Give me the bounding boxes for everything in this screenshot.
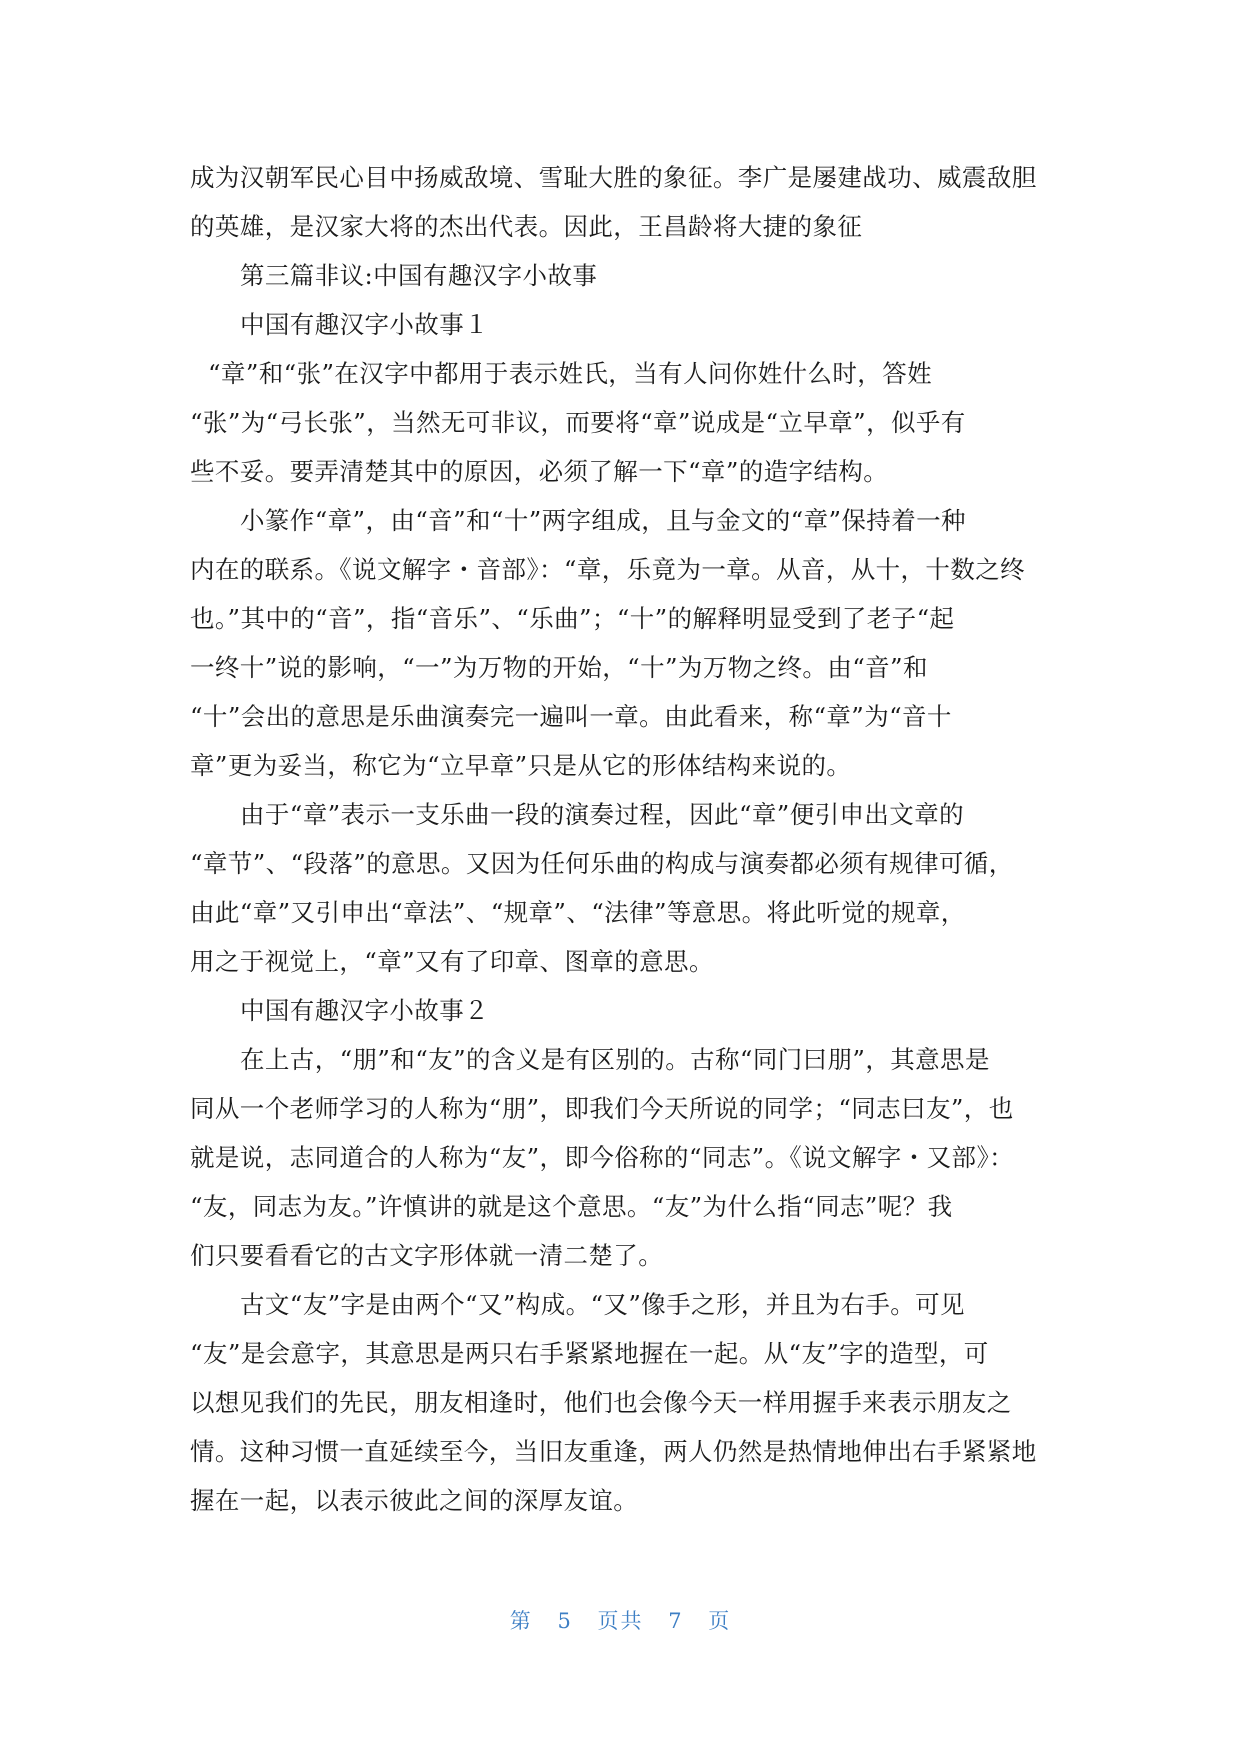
text-line: 也。”其中的“音”，指“音乐”、“乐曲”；“十”的解释明显受到了老子“起 <box>190 604 955 633</box>
text-line: “章”和“张”在汉字中都用于表示姓氏，当有人问你姓什么时，答姓 <box>208 359 932 388</box>
footer-middle: 页共 <box>597 1609 644 1633</box>
text-line: 第三篇非议:中国有趣汉字小故事 <box>240 261 598 290</box>
text-line: “章节”、“段落”的意思。又因为任何乐曲的构成与演奏都必须有规律可循， <box>190 849 1014 878</box>
text-line: 同从一个老师学习的人称为“朋”，即我们今天所说的同学；“同志曰友”，也 <box>190 1094 1014 1123</box>
text-line: 用之于视觉上，“章”又有了印章、图章的意思。 <box>190 947 714 976</box>
text-line: 一终十”说的影响，“一”为万物的开始，“十”为万物之终。由“音”和 <box>190 653 928 682</box>
text-line: “友，同志为友。”许慎讲的就是这个意思。“友”为什么指“同志”呢？我 <box>190 1192 953 1221</box>
text-line: 就是说，志同道合的人称为“友”，即今俗称的“同志”。《说文解字・又部》： <box>190 1143 1014 1172</box>
text-line: 中国有趣汉字小故事２ <box>240 996 489 1025</box>
text-line: 内在的联系。《说文解字・音部》：“章，乐竟为一章。从音，从十，十数之终 <box>190 555 1026 584</box>
text-line: 的英雄，是汉家大将的杰出代表。因此，王昌龄将大捷的象征 <box>190 212 863 241</box>
text-line: 由此“章”又引申出“章法”、“规章”、“法律”等意思。将此听觉的规章， <box>190 898 966 927</box>
footer-suffix: 页 <box>708 1609 732 1633</box>
footer-total-pages: 7 <box>668 1609 684 1633</box>
footer-current-page: 5 <box>557 1609 573 1633</box>
text-line: 以想见我们的先民，朋友相逢时，他们也会像今天一样用握手来表示朋友之 <box>190 1388 1012 1417</box>
text-line: 成为汉朝军民心目中扬威敌境、雪耻大胜的象征。李广是屡建战功、威震敌胆 <box>190 163 1037 192</box>
text-line: 由于“章”表示一支乐曲一段的演奏过程，因此“章”便引申出文章的 <box>240 800 964 829</box>
text-line: “友”是会意字，其意思是两只右手紧紧地握在一起。从“友”字的造型，可 <box>190 1339 989 1368</box>
text-line: 情。这种习惯一直延续至今，当旧友重逢，两人仍然是热情地伸出右手紧紧地 <box>190 1437 1037 1466</box>
text-line: 章”更为妥当，称它为“立早章”只是从它的形体结构来说的。 <box>190 751 852 780</box>
text-line: 古文“友”字是由两个“又”构成。“又”像手之形，并且为右手。可见 <box>240 1290 965 1319</box>
text-line: 们只要看看它的古文字形体就一清二楚了。 <box>190 1241 664 1270</box>
text-line: 在上古，“朋”和“友”的含义是有区别的。古称“同门曰朋”，其意思是 <box>240 1045 990 1074</box>
page-footer <box>0 1605 1241 1635</box>
text-line: “十”会出的意思是乐曲演奏完一遍叫一章。由此看来，称“章”为“音十 <box>190 702 952 731</box>
document-body <box>190 153 1060 1525</box>
text-line: 小篆作“章”，由“音”和“十”两字组成，且与金文的“章”保持着一种 <box>240 506 966 535</box>
text-line: 些不妥。要弄清楚其中的原因，必须了解一下“章”的造字结构。 <box>190 457 889 486</box>
text-line: 握在一起，以表示彼此之间的深厚友谊。 <box>190 1486 639 1515</box>
text-line: “张”为“弓长张”，当然无可非议，而要将“章”说成是“立早章”，似乎有 <box>190 408 966 437</box>
text-line: 中国有趣汉字小故事１ <box>240 310 489 339</box>
footer-prefix: 第 <box>509 1609 533 1633</box>
